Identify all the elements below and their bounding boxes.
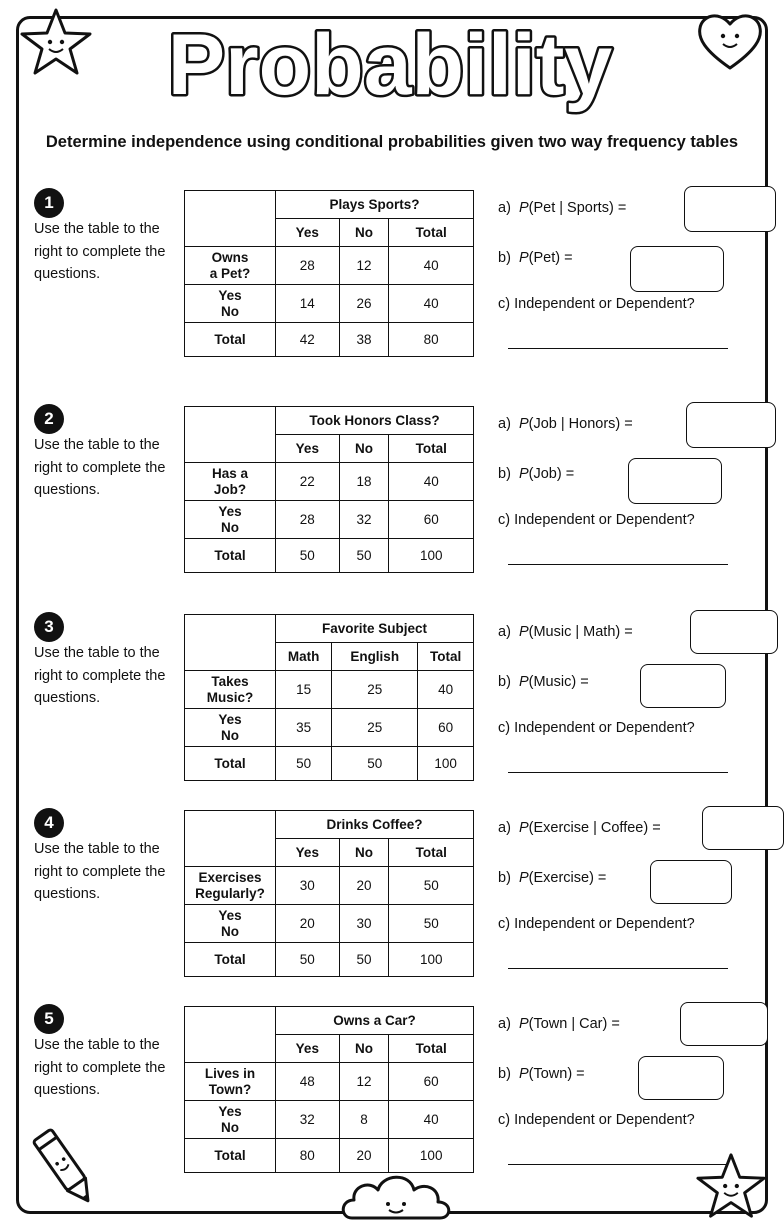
row-labels — [185, 905, 276, 943]
row-group-label-line: Exercises — [198, 869, 262, 885]
probability-symbol: P — [518, 200, 529, 216]
column-group-header: Favorite Subject — [276, 615, 474, 643]
column-header: No — [339, 435, 389, 463]
total-cell: 50 — [276, 539, 340, 573]
table-cell: 14 — [276, 285, 340, 323]
instruction-line: Use the table to the — [34, 221, 160, 237]
probability-symbol: P — [518, 624, 529, 640]
table-cell: 25 — [332, 671, 418, 709]
problem-section-1 — [34, 188, 754, 378]
table-cell: 26 — [339, 285, 389, 323]
column-header: Yes — [276, 839, 340, 867]
table-cell: 12 — [339, 247, 389, 285]
question-prefix: a) — [498, 1016, 511, 1032]
star-icon — [694, 1150, 768, 1222]
question-a — [498, 624, 633, 640]
row-label-no: No — [221, 303, 239, 319]
row-labels — [185, 501, 276, 539]
table-cell: 40 — [389, 285, 474, 323]
row-label-no: No — [221, 727, 239, 743]
table-cell: 28 — [276, 247, 340, 285]
question-expression: (Exercise) = — [528, 870, 607, 886]
table-cell: 25 — [332, 709, 418, 747]
total-cell: 100 — [418, 747, 474, 781]
problem-number: 4 — [34, 808, 64, 838]
total-cell: 80 — [276, 1139, 340, 1173]
instruction-line: questions. — [34, 482, 101, 498]
problem-number: 3 — [34, 612, 64, 642]
column-header: Total — [389, 1035, 474, 1063]
question-prefix: b) — [498, 1066, 511, 1082]
instruction-line: right to complete the — [34, 667, 166, 684]
frequency-table — [184, 406, 474, 573]
probability-symbol: P — [518, 870, 529, 886]
question-prefix: a) — [498, 416, 511, 432]
total-cell: 42 — [276, 323, 340, 357]
table-cell: 60 — [389, 501, 474, 539]
row-group-label — [185, 463, 276, 501]
answer-line-c[interactable] — [508, 564, 728, 565]
column-header: English — [332, 643, 418, 671]
total-row-label: Total — [185, 943, 276, 977]
column-header: Total — [418, 643, 474, 671]
total-cell: 50 — [276, 943, 340, 977]
row-label-no: No — [221, 519, 239, 535]
question-expression: (Town | Car) = — [528, 1016, 620, 1032]
instruction-line: questions. — [34, 1082, 101, 1098]
instruction-line: right to complete the — [34, 1059, 166, 1076]
question-a — [498, 1016, 620, 1032]
heart-icon — [694, 8, 766, 74]
table-cell: 50 — [389, 905, 474, 943]
answer-line-c[interactable] — [508, 968, 728, 969]
question-b — [498, 250, 573, 266]
instruction-line: right to complete the — [34, 863, 166, 880]
column-group-header: Owns a Car? — [276, 1007, 474, 1035]
answer-box-a[interactable] — [686, 402, 776, 448]
title-text: Probability — [167, 17, 613, 113]
star-icon — [18, 6, 94, 78]
question-c: c) Independent or Dependent? — [498, 916, 695, 932]
row-group-label-line: Owns — [211, 249, 249, 265]
instruction-line: questions. — [34, 266, 101, 282]
question-a — [498, 416, 633, 432]
instruction-line: right to complete the — [34, 459, 166, 476]
answer-line-c[interactable] — [508, 772, 728, 773]
column-group-header: Drinks Coffee? — [276, 811, 474, 839]
question-expression: (Pet) = — [528, 250, 573, 266]
table-corner-cell — [185, 615, 276, 671]
table-cell: 28 — [276, 501, 340, 539]
questions — [498, 404, 758, 594]
question-a — [498, 200, 626, 216]
table-cell: 32 — [276, 1101, 340, 1139]
total-cell: 50 — [339, 943, 389, 977]
question-prefix: b) — [498, 250, 511, 266]
row-labels — [185, 709, 276, 747]
question-expression: (Music | Math) = — [528, 624, 633, 640]
column-header: No — [339, 219, 389, 247]
instructions — [34, 1034, 174, 1102]
instructions — [34, 838, 174, 906]
total-cell: 100 — [389, 943, 474, 977]
total-cell: 50 — [339, 539, 389, 573]
row-group-label-line: Music? — [206, 689, 254, 705]
probability-symbol: P — [518, 250, 529, 266]
question-b — [498, 1066, 585, 1082]
probability-symbol: P — [518, 820, 529, 836]
instruction-line: Use the table to the — [34, 645, 160, 661]
row-group-label — [185, 867, 276, 905]
instruction-line: Use the table to the — [34, 437, 160, 453]
column-group-header: Plays Sports? — [276, 191, 474, 219]
table-corner-cell — [185, 1007, 276, 1063]
instruction-line: questions. — [34, 886, 101, 902]
table-cell: 20 — [276, 905, 340, 943]
question-b — [498, 466, 574, 482]
column-header: Math — [276, 643, 332, 671]
row-label-yes: Yes — [218, 711, 242, 727]
table-cell: 50 — [389, 867, 474, 905]
question-a — [498, 820, 661, 836]
instructions — [34, 434, 174, 502]
answer-box-b[interactable] — [640, 664, 726, 708]
total-cell: 38 — [339, 323, 389, 357]
instructions — [34, 642, 174, 710]
column-header: No — [339, 839, 389, 867]
row-group-label-line: Lives in — [204, 1065, 256, 1081]
answer-line-c[interactable] — [508, 348, 728, 349]
question-prefix: b) — [498, 870, 511, 886]
instructions — [34, 218, 174, 286]
total-cell: 100 — [389, 1139, 474, 1173]
cloud-icon — [338, 1168, 456, 1224]
table-corner-cell — [185, 407, 276, 463]
column-group-header: Took Honors Class? — [276, 407, 474, 435]
total-cell: 100 — [389, 539, 474, 573]
answer-box-b[interactable] — [638, 1056, 724, 1100]
column-header: Total — [389, 435, 474, 463]
row-group-label-line: Job? — [213, 481, 247, 497]
table-cell: 60 — [389, 1063, 474, 1101]
row-group-label — [185, 671, 276, 709]
row-group-label — [185, 247, 276, 285]
row-group-label-line: a Pet? — [209, 265, 251, 281]
table-cell: 40 — [389, 247, 474, 285]
answer-box-a[interactable] — [702, 806, 784, 850]
row-labels — [185, 285, 276, 323]
frequency-table — [184, 810, 474, 977]
table-cell: 30 — [339, 905, 389, 943]
probability-symbol: P — [518, 674, 529, 690]
table-cell: 20 — [339, 867, 389, 905]
probability-symbol: P — [518, 1016, 529, 1032]
question-expression: (Pet | Sports) = — [528, 200, 627, 216]
total-cell: 50 — [332, 747, 418, 781]
problem-section-5 — [34, 1004, 754, 1194]
question-c: c) Independent or Dependent? — [498, 512, 695, 528]
question-c: c) Independent or Dependent? — [498, 720, 695, 736]
total-row-label: Total — [185, 323, 276, 357]
probability-symbol: P — [518, 1066, 529, 1082]
question-prefix: b) — [498, 466, 511, 482]
table-corner-cell — [185, 191, 276, 247]
row-labels — [185, 1101, 276, 1139]
question-b — [498, 674, 589, 690]
table-corner-cell — [185, 811, 276, 867]
question-prefix: a) — [498, 820, 511, 836]
questions — [498, 188, 758, 378]
question-expression: (Job) = — [528, 466, 575, 482]
column-header: Yes — [276, 219, 340, 247]
table-cell: 32 — [339, 501, 389, 539]
instruction-line: Use the table to the — [34, 841, 160, 857]
row-group-label-line: Has a — [211, 465, 249, 481]
instruction-line: right to complete the — [34, 243, 166, 260]
row-label-yes: Yes — [218, 907, 242, 923]
row-group-label-line: Regularly? — [195, 885, 265, 901]
table-cell: 18 — [339, 463, 389, 501]
answer-box-a[interactable] — [684, 186, 776, 232]
frequency-table — [184, 1006, 474, 1173]
total-cell: 80 — [389, 323, 474, 357]
row-group-label-line: Town? — [208, 1081, 252, 1097]
column-header: Yes — [276, 1035, 340, 1063]
row-group-label-line: Takes — [211, 673, 249, 689]
instruction-line: questions. — [34, 690, 101, 706]
answer-box-b[interactable] — [628, 458, 722, 504]
row-label-no: No — [221, 923, 239, 939]
table-cell: 8 — [339, 1101, 389, 1139]
problem-section-2 — [34, 404, 754, 594]
problem-number: 2 — [34, 404, 64, 434]
column-header: Yes — [276, 435, 340, 463]
question-b — [498, 870, 606, 886]
probability-symbol: P — [518, 466, 529, 482]
subtitle: Determine independence using conditional probabilities given two way frequency tables — [45, 133, 739, 151]
table-cell: 22 — [276, 463, 340, 501]
question-c: c) Independent or Dependent? — [498, 296, 695, 312]
answer-box-b[interactable] — [650, 860, 732, 904]
table-cell: 35 — [276, 709, 332, 747]
table-cell: 60 — [418, 709, 474, 747]
column-header: No — [339, 1035, 389, 1063]
table-cell: 30 — [276, 867, 340, 905]
frequency-table — [184, 614, 474, 781]
question-prefix: b) — [498, 674, 511, 690]
problem-section-3 — [34, 612, 754, 802]
problem-section-4 — [34, 808, 754, 998]
question-expression: (Job | Honors) = — [528, 416, 633, 432]
page-title — [120, 8, 660, 118]
table-cell: 15 — [276, 671, 332, 709]
total-row-label: Total — [185, 1139, 276, 1173]
probability-symbol: P — [518, 416, 529, 432]
question-c: c) Independent or Dependent? — [498, 1112, 695, 1128]
column-header: Total — [389, 839, 474, 867]
question-prefix: a) — [498, 624, 511, 640]
table-cell: 40 — [389, 463, 474, 501]
question-expression: (Music) = — [528, 674, 589, 690]
table-cell: 40 — [389, 1101, 474, 1139]
column-header: Total — [389, 219, 474, 247]
question-expression: (Town) = — [528, 1066, 585, 1082]
table-cell: 12 — [339, 1063, 389, 1101]
row-label-yes: Yes — [218, 503, 242, 519]
frequency-table — [184, 190, 474, 357]
question-prefix: a) — [498, 200, 511, 216]
pencil-icon — [32, 1122, 98, 1214]
row-group-label — [185, 1063, 276, 1101]
answer-box-a[interactable] — [690, 610, 778, 654]
questions — [498, 808, 758, 998]
row-label-yes: Yes — [218, 1103, 242, 1119]
row-label-yes: Yes — [218, 287, 242, 303]
problem-number: 1 — [34, 188, 64, 218]
answer-box-b[interactable] — [630, 246, 724, 292]
total-row-label: Total — [185, 539, 276, 573]
questions — [498, 612, 758, 802]
row-label-no: No — [221, 1119, 239, 1135]
total-cell: 50 — [276, 747, 332, 781]
answer-box-a[interactable] — [680, 1002, 768, 1046]
instruction-line: Use the table to the — [34, 1037, 160, 1053]
table-cell: 40 — [418, 671, 474, 709]
problem-number: 5 — [34, 1004, 64, 1034]
total-cell: 20 — [339, 1139, 389, 1173]
question-expression: (Exercise | Coffee) = — [528, 820, 661, 836]
total-row-label: Total — [185, 747, 276, 781]
table-cell: 48 — [276, 1063, 340, 1101]
